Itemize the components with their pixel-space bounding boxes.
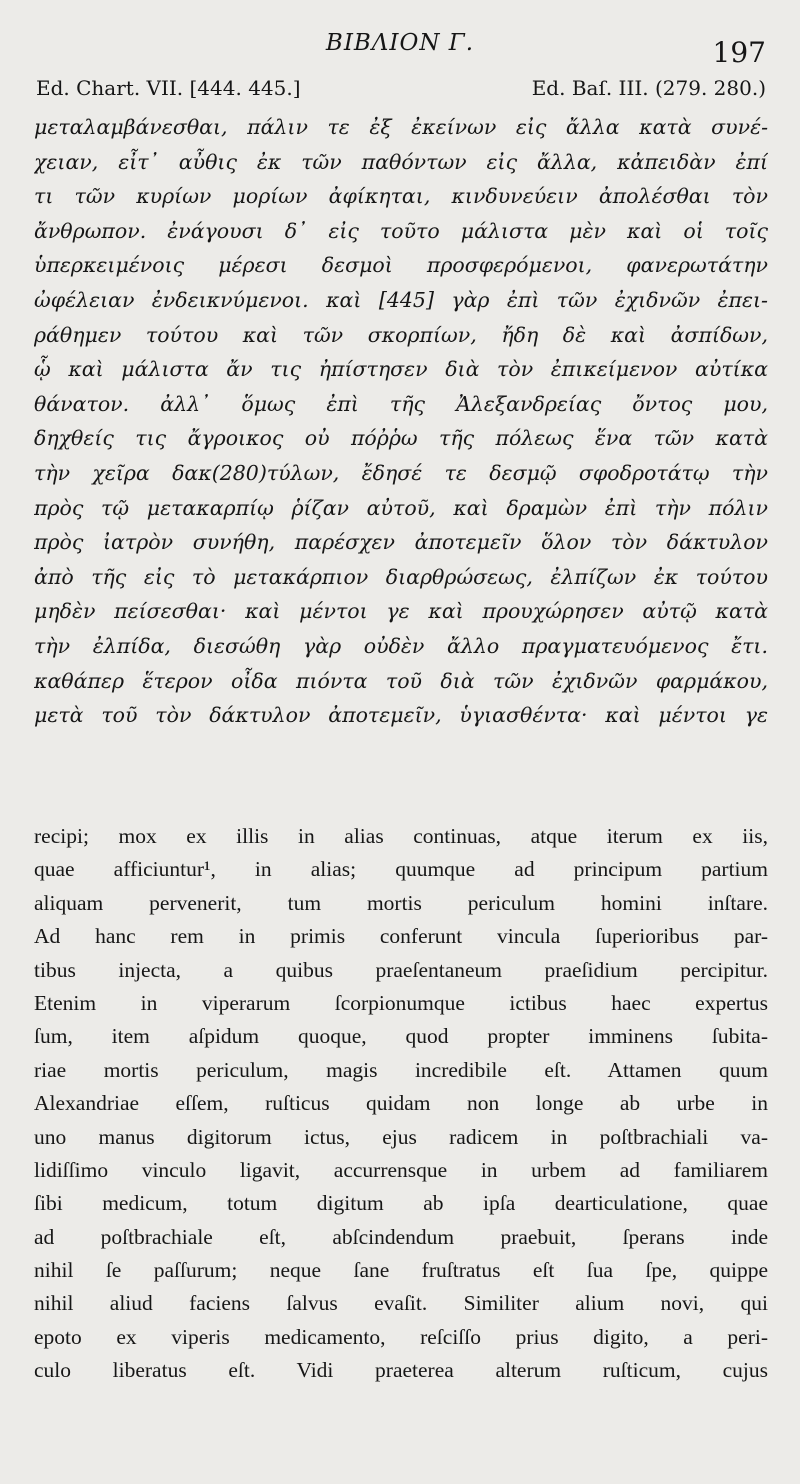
latin-text-line: epoto ex viperis medicamento, reſciſſo prius digito, a peri- xyxy=(34,1324,768,1349)
latin-text-line: culo liberatus eſt. Vidi praeterea alterum ruſticum, cujus xyxy=(34,1358,768,1383)
latin-text-line: aliquam pervenerit, tum mortis periculum homini inſtare. xyxy=(34,890,768,915)
latin-text-line: Etenim in viperarum ſcorpionumque ictibus haec expertus xyxy=(34,990,768,1015)
latin-text-line: ad poſtbrachiale eſt, abſcindendum praebuit, ſperans inde xyxy=(34,1224,768,1249)
latin-text-line: Ad hanc rem in primis conferunt vincula ſuperioribus par- xyxy=(34,924,768,949)
page-number: 197 xyxy=(712,36,766,69)
greek-text-line: τι τῶν κυρίων μορίων ἀφίκηται, κινδυνεύειν ἀπολέσθαι τὸν xyxy=(34,184,768,209)
latin-text-line: recipi; mox ex illis in alias continuas, atque iterum ex iis, xyxy=(34,824,768,848)
greek-text-line: πρὸς ἰατρὸν συνήθη, παρέσχεν ἀποτεμεῖν ὅλον τὸν δάκτυλον xyxy=(34,530,768,555)
latin-text-line: quae afficiuntur¹, in alias; quumque ad principum partium xyxy=(34,857,768,882)
greek-text-line: μηδὲν πείσεσθαι· καὶ μέντοι γε καὶ προυχώρησεν αὐτῷ κατὰ xyxy=(34,599,768,624)
latin-text-line: tibus injecta, a quibus praeſentaneum praeſidium percipitur. xyxy=(34,957,768,982)
greek-text-line: καθάπερ ἕτερον οἶδα πιόντα τοῦ διὰ τῶν ἐχιδνῶν φαρμάκου, xyxy=(34,668,768,693)
running-title: ΒΙΒΛΙΟΝ Γ. xyxy=(325,30,475,56)
latin-text-line: Alexandriae eſſem, ruſticus quidam non longe ab urbe in xyxy=(34,1091,768,1116)
latin-text-line: nihil ſe paſſurum; neque ſane fruſtratus eſt ſua ſpe, quippe xyxy=(34,1258,768,1283)
latin-text-line: uno manus digitorum ictus, ejus radicem in poſtbrachiali va- xyxy=(34,1124,768,1149)
greek-text-line: θάνατον. ἀλλ᾽ ὅμως ἐπὶ τῆς Ἀλεξανδρείας ὄντος μου, xyxy=(34,391,768,416)
greek-text-line: ὑπερκειμένοις μέρεσι δεσμοὶ προσφερόμενοι, φανερωτάτην xyxy=(34,253,768,278)
greek-text-line: τὴν χεῖρα δακ(280)τύλων, ἔδησέ τε δεσμῷ σφοδροτάτῳ τὴν xyxy=(34,460,768,485)
latin-text-line: ſum, item aſpidum quoque, quod propter imminens ſubita- xyxy=(34,1024,768,1049)
greek-text-line: χειαν, εἶτ᾽ αὖθις ἐκ τῶν παθόντων εἰς ἄλλα, κἀπειδὰν ἐπί xyxy=(34,149,768,174)
greek-text-line: τὴν ἐλπίδα, διεσώθη γὰρ οὐδὲν ἄλλο πραγματευόμενος ἔτι. xyxy=(34,633,768,658)
greek-text-block xyxy=(34,110,768,733)
latin-text-block xyxy=(34,820,768,1388)
edition-reference-chartier: Ed. Chart. VII. [444. 445.] xyxy=(36,76,301,100)
latin-text-line: riae mortis periculum, magis incredibile eſt. Attamen quum xyxy=(34,1057,768,1082)
greek-text-line: ὠφέλειαν ἐνδεικνύμενοι. καὶ [445] γὰρ ἐπὶ τῶν ἐχιδνῶν ἐπει- xyxy=(34,287,768,312)
latin-text-line: nihil aliud faciens ſalvus evaſit. Similiter alium novi, qui xyxy=(34,1291,768,1316)
greek-text-line: ᾧ καὶ μάλιστα ἄν τις ἠπίστησεν διὰ τὸν ἐπικείμενον αὐτίκα xyxy=(34,357,768,382)
edition-reference-basel: Ed. Baſ. III. (279. 280.) xyxy=(531,76,766,100)
greek-text-line: ἄνθρωπον. ἐνάγουσι δ᾽ εἰς τοῦτο μάλιστα μὲν καὶ οἱ τοῖς xyxy=(34,218,768,243)
greek-text-line: πρὸς τῷ μετακαρπίῳ ῥίζαν αὐτοῦ, καὶ δραμὼν ἐπὶ τὴν πόλιν xyxy=(34,495,768,520)
greek-text-line: δηχθείς τις ἄγροικος οὐ πόῤῥω τῆς πόλεως ἕνα τῶν κατὰ xyxy=(34,426,768,451)
greek-text-line: μεταλαμβάνεσθαι, πάλιν τε ἐξ ἐκείνων εἰς ἄλλα κατὰ συνέ- xyxy=(34,115,768,139)
greek-text-line: ράθημεν τούτου καὶ τῶν σκορπίων, ἤδη δὲ καὶ ἀσπίδων, xyxy=(34,322,768,347)
greek-text-line: ἀπὸ τῆς εἰς τὸ μετακάρπιον διαρθρώσεως, ἐλπίζων ἐκ τούτου xyxy=(34,564,768,589)
latin-text-line: ſibi medicum, totum digitum ab ipſa dearticulatione, quae xyxy=(34,1191,768,1216)
latin-text-line: lidiſſimo vinculo ligavit, accurrensque in urbem ad familiarem xyxy=(34,1157,768,1182)
greek-text-line: μετὰ τοῦ τὸν δάκτυλον ἀποτεμεῖν, ὑγιασθέντα· καὶ μέντοι γε xyxy=(34,703,768,728)
